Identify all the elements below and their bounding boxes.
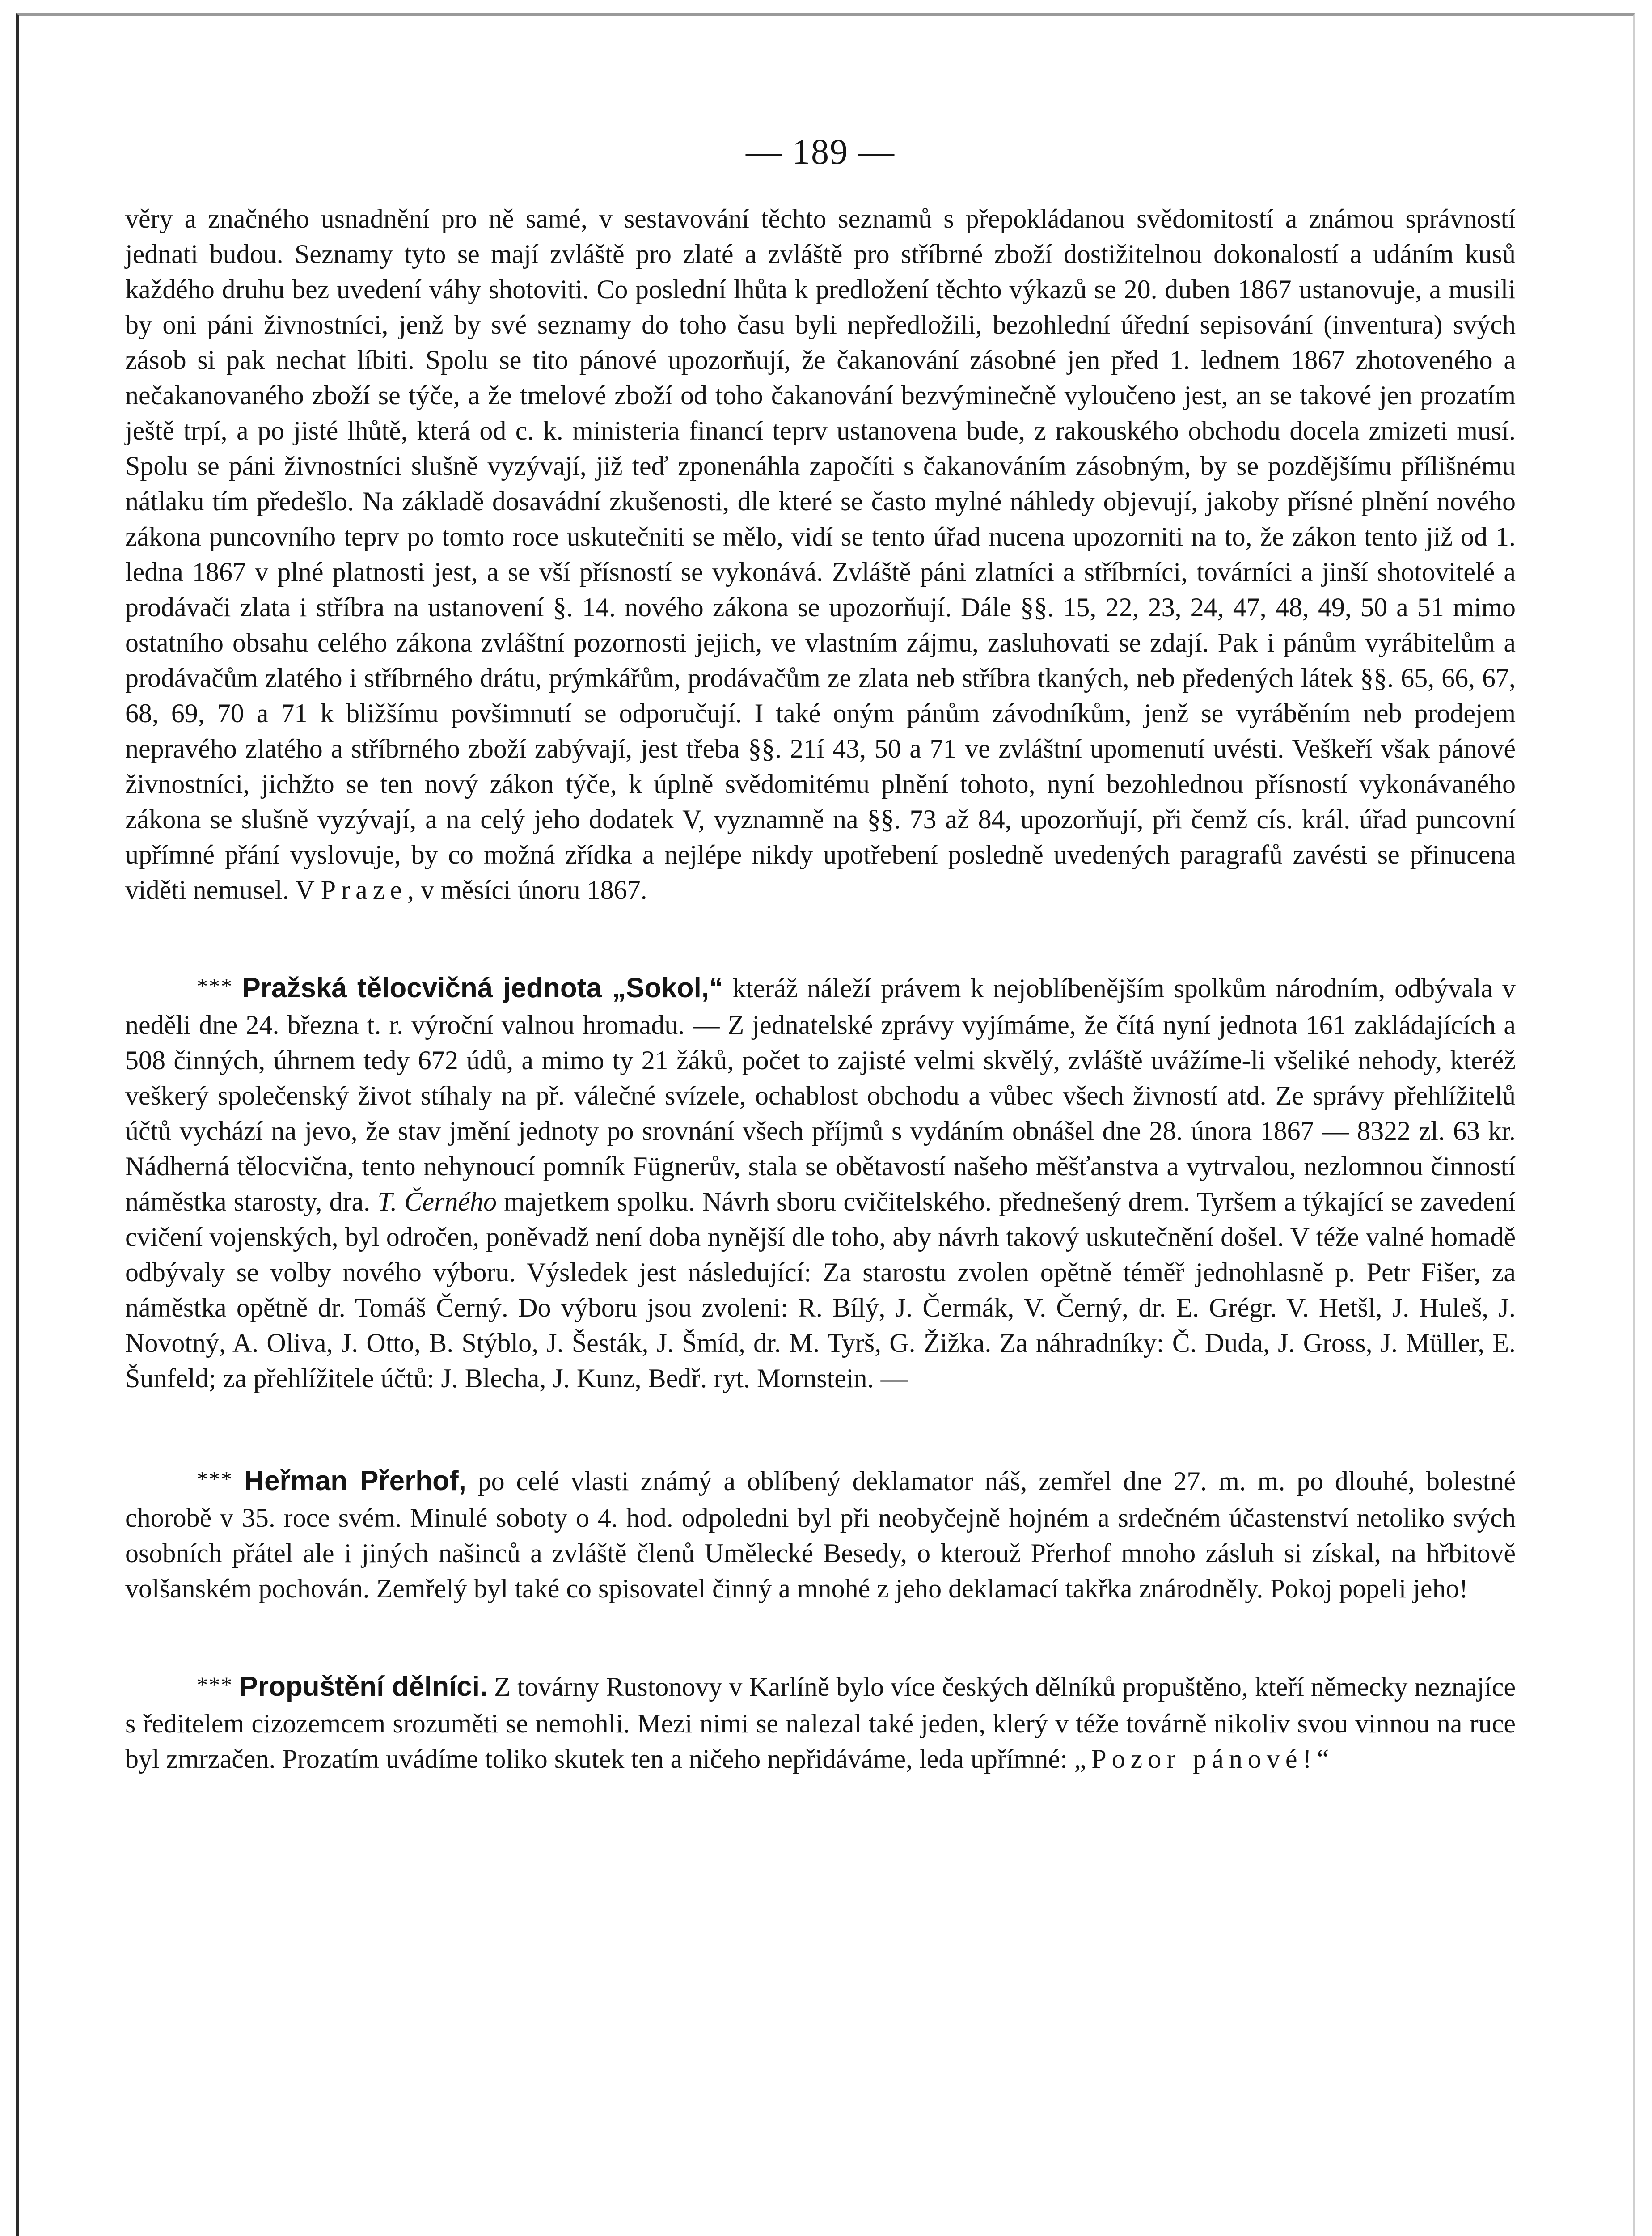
paragraph-puncovni-urad — [125, 201, 1516, 908]
article-text: po celé vlasti známý a oblíbený deklamator náš, zemřel dne 27. m. m. po dlouhé, bolestné chorobě v 35. roce svém. Minulé soboty o 4. hod. odpoledni byl při neobyčejně hojném a srdečném účastenství netoliko svých osobních přátel ale i jiných našinců a zvláště členů Umělecké Besedy, o kterouž Přerhof mnoho zásluh si získal, na hřbitově volšanském pochován. Zemřelý byl také co spisovatel činný a mnohé z jeho deklamací takřka znárodněly. Pokoj popeli jeho! — [125, 1466, 1516, 1603]
page-number: — 189 — — [746, 132, 895, 172]
asterism-icon: *** — [197, 974, 242, 999]
page — [125, 130, 1516, 1777]
asterism-icon: *** — [197, 1672, 240, 1697]
article-heading: Heřman Přerhof, — [244, 1465, 466, 1496]
article-closing: „Pozor pánové!“ — [1074, 1744, 1335, 1774]
article-italic-name: T. Černého — [377, 1187, 497, 1216]
asterism-icon: *** — [197, 1466, 245, 1491]
article-heading: Pražská tělocvičná jednota „Sokol,“ — [242, 973, 723, 1004]
place-name: Praze — [321, 875, 408, 905]
paragraph-text: věry a značného usnadnění pro ně samé, v sestavování těchto seznamů s přepokládanou svědomitostí a známou správností jednati budou. Seznamy tyto se mají zvláště pro zlaté a zvláště pro stříbrné zboží dostižitelnou dokonalostí a udáním kusů každého druhu bez uvedení váhy shotoviti. Co poslední lhůta k predložení těchto výkazů se 20. duben 1867 ustanovuje, a musili by oni páni živnostníci, jenž by své seznamy do toho času byli nepředložili, bezohlední úřední sepisování (inventura) svých zásob si pak nechat líbiti. Spolu se tito pánové upozorňují, že čakanování zásobné jen před 1. lednem 1867 zhotoveného a nečakanovaného zboží se týče, a že tmelové zboží od toho čakanování bezvýminečně vyloučeno jest, an se takové jen prozatím ještě trpí, a po jisté lhůtě, která od c. k. ministeria financí teprv ustanovena bude, z rakouského obchodu docela zmizeti musí. Spolu se páni živnostníci slušně vyzývají, již teď zponenáhla započíti s čakanováním zásobným, by se pozdějšímu přílišnému nátlaku tím předešlo. Na základě dosavádní zkušenosti, dle které se často mylné náhledy objevují, jakoby přísné plnění nového zákona puncovního teprv po tomto roce uskutečniti se mělo, vidí se tento úřad nucena upozorniti na to, že zákon tento již od 1. ledna 1867 v plné platnosti jest, a se vší přísností se vykonává. Zvláště páni zlatníci a stříbrníci, továrníci a jinší shotovitelé a prodávači zlata i stříbra na ustanovení §. 14. nového zákona se upozorňují. Dále §§. 15, 22, 23, 24, 47, 48, 49, 50 a 51 mimo ostatního obsahu celého zákona zvláštní pozornosti jejich, ve vlastním zájmu, zasluhovati se zdají. Pak i pánům vyrábitelům a prodávačům zlatého i stříbrného drátu, prýmkářům, prodávačům ze zlata neb stříbra tkaných, neb předených látek §§. 65, 66, 67, 68, 69, 70 a 71 k bližšímu povšimnutí se odporučují. I také oným pánům závodníkům, jenž se vyráběním neb prodejem nepravého zlatého a stříbrného zboží zabývají, jest třeba §§. 21í 43, 50 a 71 ve zvláštní upomenutí uvésti. Veškeří však pánové živnostníci, jichžto se ten nový zákon týče, k úplně svědomitému plnění tohoto, nyní bezohlednou přísností vykonávaného zákona se slušně vyzývají, a na celý jeho dodatek V, vyznamně na §§. 73 až 84, upozorňují, při čemž cís. král. úřad puncovní upřímné přání vyslovuje, by co možná zřídka a nejlépe nikdy upotřebení posledně uvedených paragrafů zavésti se přinucena viděti nemusel. V — [125, 204, 1516, 905]
article-text: Z továrny Rustonovy v Karlíně bylo více českých dělníků propuštěno, kteří německy neznajíce s ředitelem cizozemcem srozuměti se nemohli. Mezi nimi se nalezal také jeden, klerý v téže továrně nikoliv svou vinnou na ruce byl zmrzačen. Prozatím uvádíme toliko skutek ten a ničeho nepřidáváme, leda upřímné: — [125, 1672, 1516, 1774]
article-heading: Propuštění dělníci. — [239, 1671, 488, 1702]
article-prerhof — [125, 1463, 1516, 1606]
article-text-continued: majetkem spolku. Návrh sboru cvičitelského. přednešený drem. Tyršem a týkající se zavedení cvičení vojenských, byl odročen, poněvadž není doba nynější dle toho, aby návrh takový uskutečnění došel. V téže valné homadě odbývaly se volby nového výboru. Výsledek jest následující: Za starostu zvolen opětně téměř jednohlasně p. Petr Fišer, za náměstka opětně dr. Tomáš Černý. Do výboru jsou zvoleni: R. Bílý, J. Čermák, V. Černý, dr. E. Grégr. V. Hetšl, J. Huleš, J. Novotný, A. Oliva, J. Otto, B. Stýblo, J. Šesták, J. Šmíd, dr. M. Tyrš, G. Žižka. Za náhradníky: Č. Duda, J. Gross, J. Müller, E. Šunfeld; za přehlížitele účtů: J. Blecha, J. Kunz, Bedř. ryt. Mornstein. — — [125, 1187, 1516, 1393]
article-propusteni — [125, 1669, 1516, 1777]
article-sokol — [125, 970, 1516, 1396]
paragraph-date: , v měsíci únoru 1867. — [407, 875, 647, 905]
article-text: kteráž náleží právem k nejoblíbenějším spolkům národním, odbývala v neděli dne 24. března t. r. výroční valnou hromadu. — Z jednatelské zprávy vyjímáme, že čítá nyní jednota 161 zakládajících a 508 činných, úhrnem tedy 672 údů, a mimo ty 21 žáků, počet to zajisté velmi skvělý, zvláště uvážíme-li všeliké nehody, kteréž veškerý společenský život stíhaly na př. válečné svízele, ochablost obchodu a vůbec všech živností atd. Ze správy přehlížitelů účtů vychází na jevo, že stav jmění jednoty po srovnání všech příjmů s vydáním obnášel dne 28. února 1867 — 8322 zl. 63 kr. Nádherná tělocvična, tento nehynoucí pomník Fügnerův, stala se obětavostí našeho měšťanstva a vytrvalou, nezlomnou činností náměstka starosty, dra. — [125, 974, 1516, 1216]
